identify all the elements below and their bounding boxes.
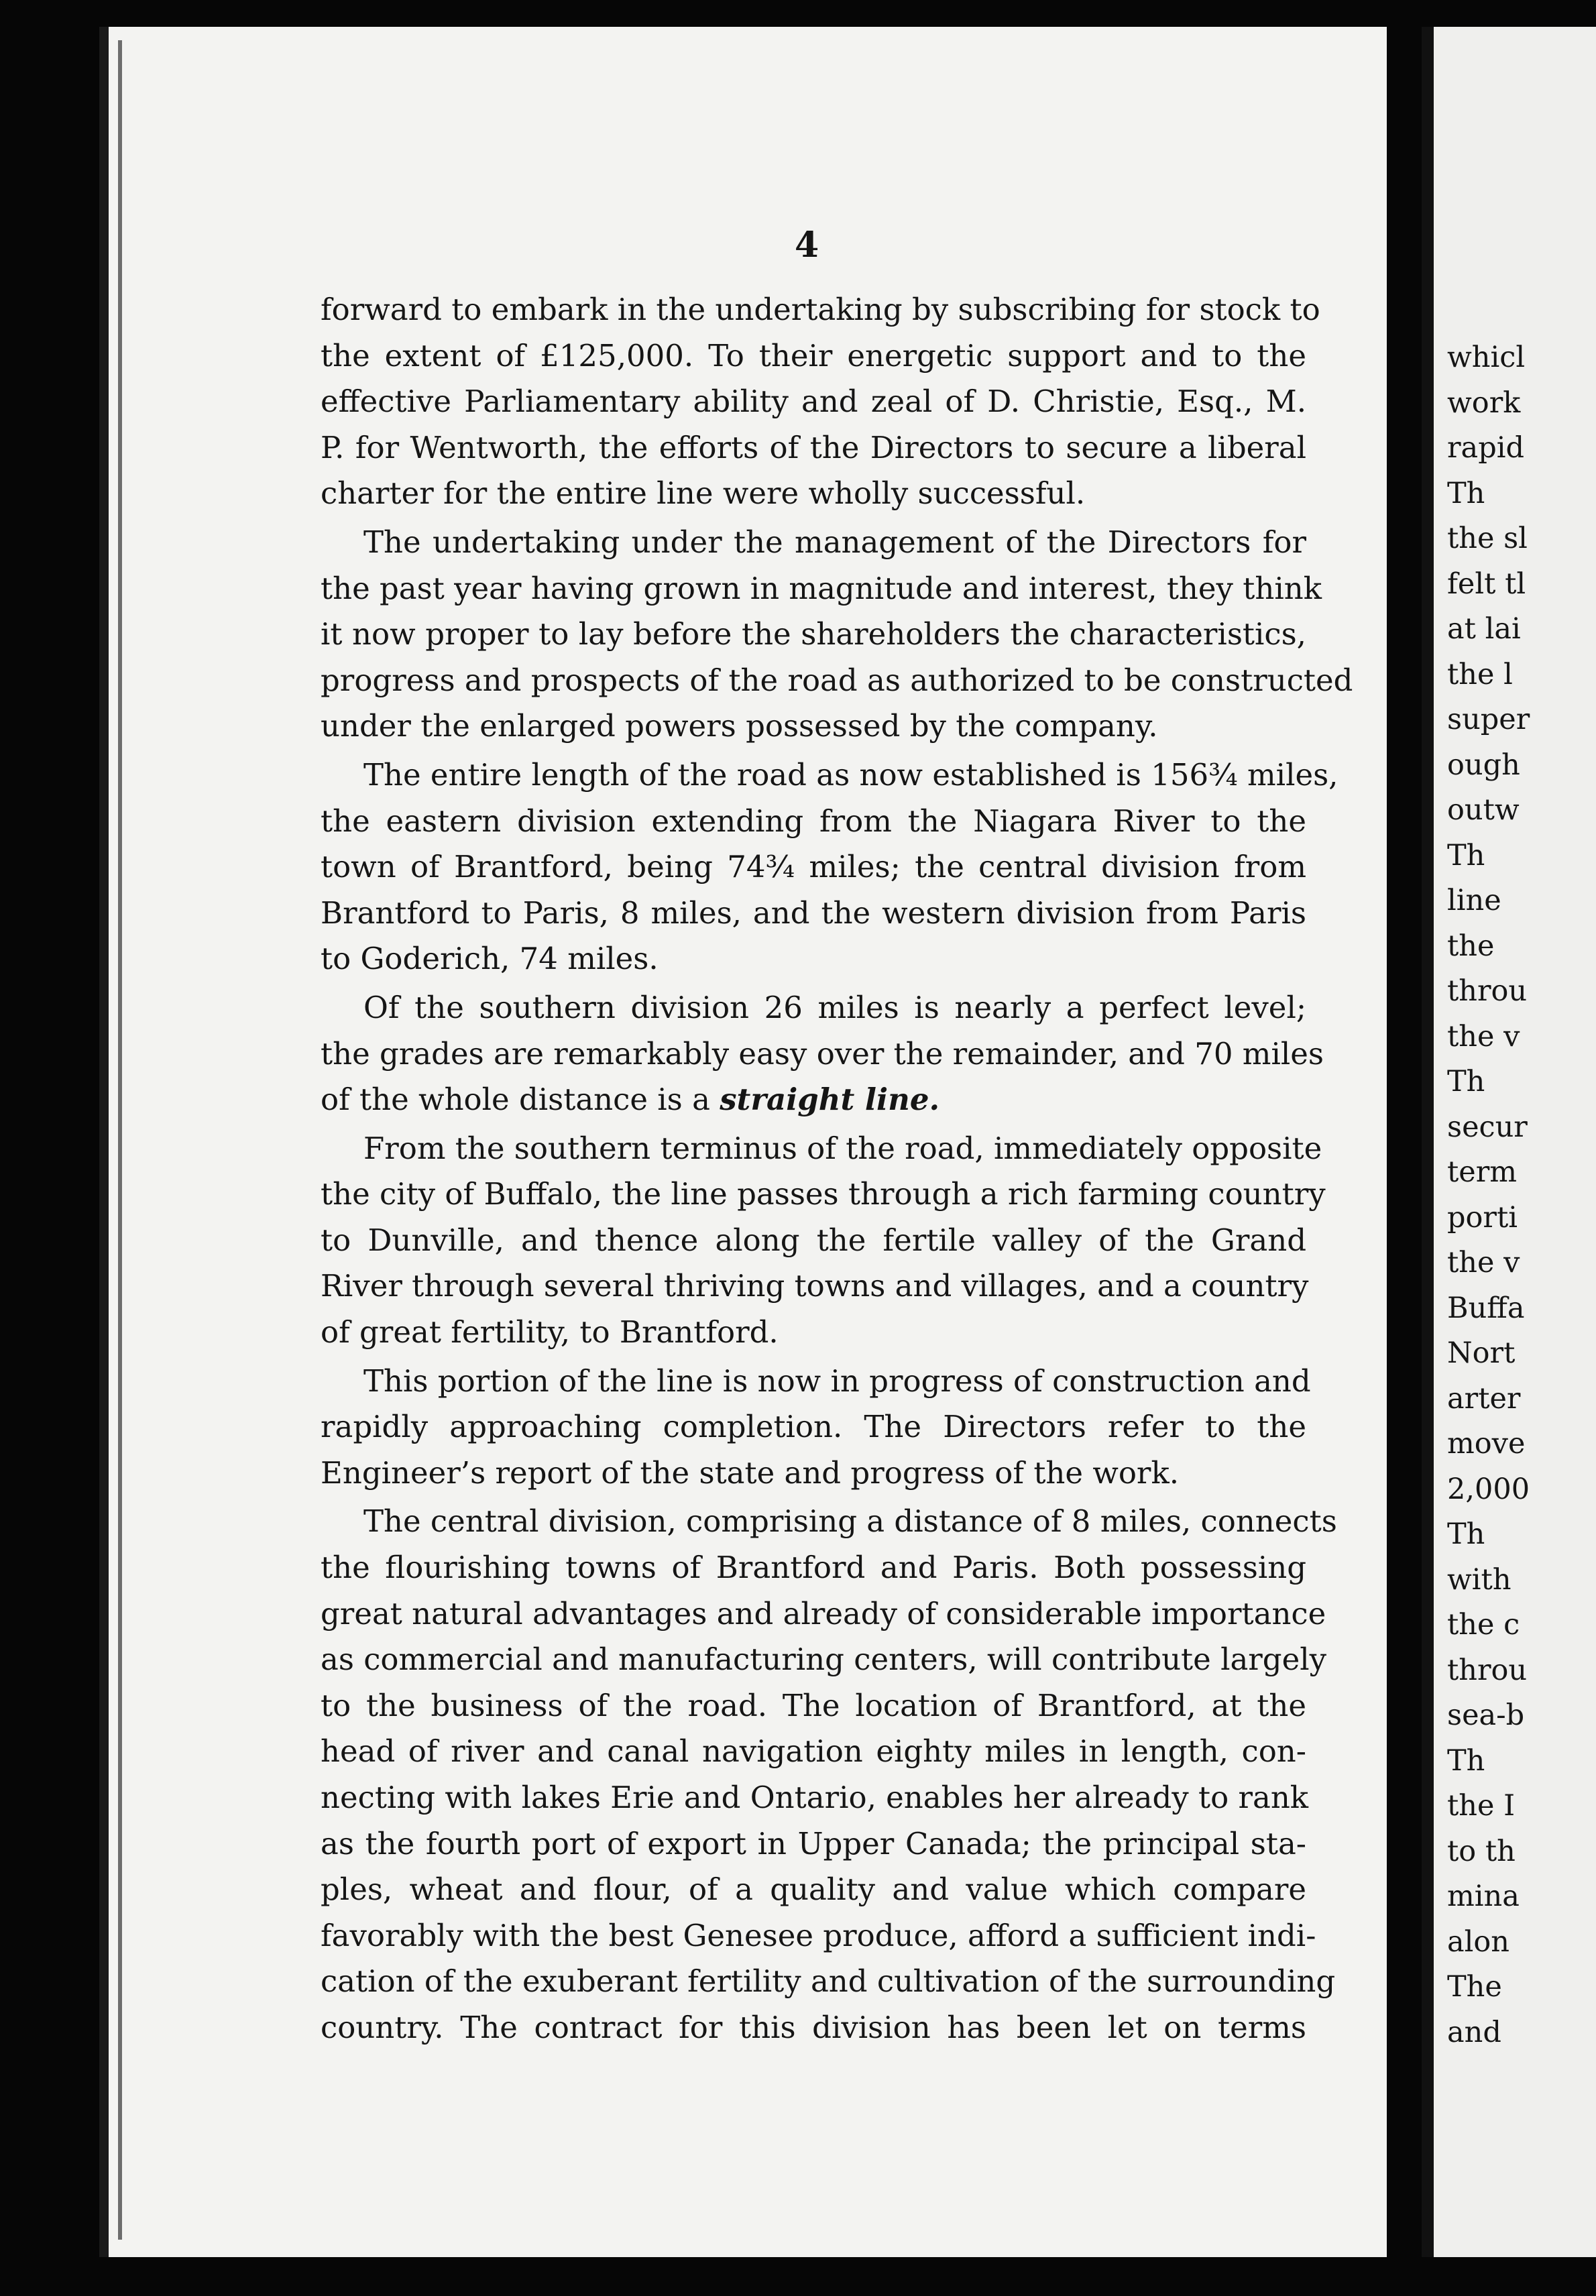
adjacent-text-fragment: Th [1447, 1065, 1485, 1098]
adjacent-text-fragment: mina [1447, 1880, 1520, 1913]
adjacent-text-fragment: Th [1447, 838, 1485, 872]
adjacent-text-fragment: alon [1447, 1925, 1509, 1959]
adjacent-text-fragment: with [1447, 1562, 1512, 1597]
adjacent-text-fragment: to th [1447, 1834, 1516, 1868]
adjacent-text-fragment: Th [1447, 1517, 1485, 1551]
text-line: the grades are remarkably easy over the remainder, and 70 miles [321, 1035, 1324, 1072]
text-line: Of the southern division 26 miles is nearly a perfect level; [363, 989, 1306, 1025]
adjacent-text-fragment: move [1447, 1427, 1526, 1460]
page-number: 4 [795, 225, 819, 266]
text-line: effective Parliamentary ability and zeal of D. Christie, Esq., M. [321, 384, 1306, 420]
text-line: The central division, comprising a distance of 8 miles, connects [363, 1503, 1337, 1540]
text-line: to Dunville, and thence along the fertile valley of the Grand [321, 1222, 1306, 1258]
paragraph [321, 985, 1324, 1126]
adjacent-text-fragment: arter [1447, 1381, 1521, 1416]
adjacent-text-fragment: the c [1447, 1608, 1520, 1642]
text-line: Brantford to Paris, 8 miles, and the western division from Paris [321, 895, 1306, 931]
text-line: the past year having grown in magnitude and interest, they think [321, 570, 1322, 606]
text-line: to the business of the road. The location of Brantford, at the [321, 1687, 1306, 1723]
adjacent-text-fragment: throu [1447, 974, 1528, 1008]
adjacent-text-fragment: sea-b [1447, 1699, 1525, 1732]
text-line: country. The contract for this division has been let on terms [321, 2009, 1306, 2045]
text-line: This portion of the line is now in progress of construction and [363, 1363, 1311, 1399]
text-line: of great fertility, to Brantford. [321, 1314, 779, 1351]
text-line: charter for the entire line were wholly successful. [321, 475, 1086, 512]
page-binding-shadow [118, 40, 122, 2240]
adjacent-text-fragment: the v [1447, 1019, 1520, 1053]
adjacent-text-fragment: porti [1447, 1200, 1518, 1235]
adjacent-text-fragment: The [1447, 1970, 1502, 2004]
text-line: it now proper to lay before the shareholders the characteristics, [321, 616, 1306, 652]
text-line: as commercial and manufacturing centers, will contribute largely [321, 1642, 1327, 1678]
adjacent-text-fragment: super [1447, 703, 1530, 736]
text-line: head of river and canal navigation eighty miles in length, con- [321, 1733, 1306, 1770]
paragraph [321, 752, 1338, 985]
text-line: the flourishing towns of Brantford and Paris. Both possessing [321, 1550, 1306, 1586]
adjacent-text-fragment: the I [1447, 1789, 1516, 1823]
adjacent-text-fragment: the v [1447, 1246, 1520, 1279]
adjacent-text-fragment: and [1447, 2015, 1501, 2049]
body-text [321, 287, 1353, 2054]
adjacent-text-fragment: throu [1447, 1653, 1528, 1687]
text-line: River through several thriving towns and villages, and a country [321, 1268, 1309, 1304]
text-line: From the southern terminus of the road, immediately opposite [363, 1130, 1322, 1166]
adjacent-text-fragment: Th [1447, 476, 1485, 510]
text-line: town of Brantford, being 74¾ miles; the central division from [321, 849, 1306, 885]
paragraph [321, 1359, 1311, 1499]
adjacent-text-fragment: whicl [1447, 341, 1526, 374]
text-line: ples, wheat and flour, of a quality and value which compare [321, 1872, 1306, 1908]
adjacent-text-fragment: Th [1447, 1743, 1485, 1778]
adjacent-text-fragment: line [1447, 884, 1501, 917]
text-line: great natural advantages and already of considerable importance [321, 1595, 1326, 1631]
emphasized-text: straight line. [720, 1082, 940, 1118]
text-line: cation of the exuberant fertility and cultivation of the surrounding [321, 1963, 1336, 2000]
paragraph [321, 1499, 1337, 2053]
paragraph [321, 1126, 1326, 1359]
adjacent-text-fragment: at lai [1447, 612, 1521, 646]
adjacent-text-fragment: rapid [1447, 431, 1524, 465]
text-line: progress and prospects of the road as authorized to be constructed [321, 662, 1353, 698]
text-line: the extent of £125,000. To their energetic support and to the [321, 337, 1306, 374]
adjacent-page-text [1447, 335, 1530, 2055]
adjacent-text-fragment: outw [1447, 793, 1520, 827]
text-line: necting with lakes Erie and Ontario, enables her already to rank [321, 1780, 1309, 1815]
text-line: of the whole distance is a straight line. [321, 1082, 940, 1118]
adjacent-text-fragment: 2,000 [1447, 1472, 1530, 1506]
adjacent-text-fragment: work [1447, 386, 1521, 420]
adjacent-text-fragment: the sl [1447, 522, 1528, 555]
adjacent-text-fragment: ough [1447, 748, 1520, 782]
text-line: the eastern division extending from the Niagara River to the [321, 803, 1306, 839]
adjacent-text-fragment: secur [1447, 1110, 1528, 1144]
text-line: the city of Buffalo, the line passes through a rich farming country [321, 1176, 1326, 1212]
paragraph-gap [321, 2051, 1306, 2054]
text-line: P. for Wentworth, the efforts of the Directors to secure a liberal [321, 429, 1306, 465]
text-line: rapidly approaching completion. The Directors refer to the [321, 1409, 1306, 1445]
text-line: to Goderich, 74 miles. [321, 941, 659, 977]
text-line: The undertaking under the management of the Directors for [363, 524, 1306, 560]
paragraph [321, 287, 1320, 520]
adjacent-text-fragment: the [1447, 929, 1495, 963]
paragraph [321, 520, 1353, 752]
adjacent-text-fragment: term [1447, 1155, 1518, 1189]
adjacent-page-edge [1422, 27, 1596, 2257]
adjacent-text-fragment: the l [1447, 657, 1513, 691]
text-line: The entire length of the road as now established is 156¾ miles, [363, 756, 1338, 793]
adjacent-text-fragment: Nort [1447, 1336, 1516, 1370]
text-line: favorably with the best Genesee produce, afford a sufficient indi- [321, 1917, 1316, 1953]
text-line: forward to embark in the undertaking by subscribing for stock to [321, 292, 1320, 327]
adjacent-text-fragment: Buffa [1447, 1291, 1525, 1325]
adjacent-text-fragment: felt tl [1447, 567, 1526, 601]
text-line: under the enlarged powers possessed by the company. [321, 708, 1158, 744]
text-line: Engineer’s report of the state and progress of the work. [321, 1454, 1180, 1491]
text-line: as the fourth port of export in Upper Canada; the principal sta- [321, 1825, 1306, 1861]
